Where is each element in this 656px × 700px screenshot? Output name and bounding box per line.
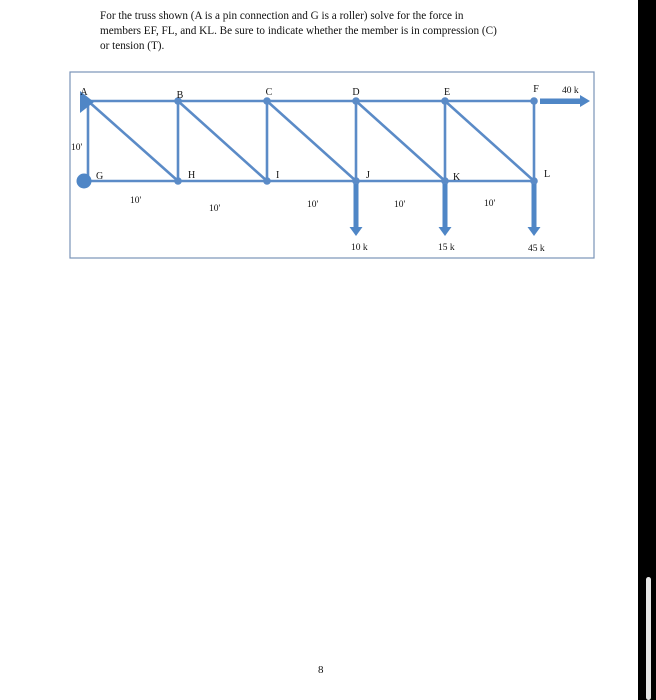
span-label: 10' <box>209 204 221 214</box>
roller-support-icon <box>77 174 92 189</box>
load-label-K: 15 k <box>438 243 455 253</box>
load-label-horizontal: 40 k <box>562 86 579 96</box>
node-label-C: C <box>265 87 273 98</box>
load-arrow-K <box>439 184 452 236</box>
joint-L <box>530 177 538 185</box>
member-BI <box>178 101 267 181</box>
member-EL <box>445 101 534 181</box>
node-label-H: H <box>188 170 196 181</box>
node-label-E: E <box>443 87 451 98</box>
horizontal-load-arrow <box>540 95 590 107</box>
node-label-A: A <box>80 87 88 98</box>
node-label-L: L <box>544 169 551 180</box>
span-label: 10' <box>484 199 496 209</box>
span-label: 10' <box>307 200 319 210</box>
load-arrow-J <box>350 184 363 236</box>
joint-C <box>263 97 271 105</box>
load-arrow-L <box>528 184 541 236</box>
load-label-J: 10 k <box>351 243 368 253</box>
joint-I <box>263 177 271 185</box>
span-label: 10' <box>130 196 142 206</box>
truss-members <box>88 101 534 181</box>
joint-E <box>441 97 449 105</box>
joint-K <box>441 177 449 185</box>
joint-D <box>352 97 360 105</box>
top-node-labels <box>80 84 539 101</box>
node-label-J: J <box>366 170 370 181</box>
member-CJ <box>267 101 356 181</box>
joint-J <box>352 177 360 185</box>
page-number: 8 <box>318 664 324 676</box>
problem-line: or tension (T). <box>100 40 165 52</box>
joint-F <box>530 97 538 105</box>
span-label: 10' <box>394 200 406 210</box>
member-AH <box>88 101 178 181</box>
problem-line: For the truss shown (A is a pin connection and G is a roller) solve for the force in <box>100 10 464 22</box>
node-label-I: I <box>276 170 280 181</box>
joint-H <box>174 177 182 185</box>
node-label-F: F <box>533 84 539 95</box>
node-label-K: K <box>453 172 461 183</box>
member-DK <box>356 101 445 181</box>
node-label-B: B <box>176 90 184 101</box>
height-label: 10' <box>71 143 83 153</box>
problem-line: members EF, FL, and KL. Be sure to indicate whether the member is in compression (C) <box>100 25 497 37</box>
vertical-load-arrows <box>350 184 541 236</box>
load-label-L: 45 k <box>528 244 545 254</box>
scrollbar[interactable] <box>646 577 651 700</box>
node-label-G: G <box>96 171 104 182</box>
dimension-labels <box>71 143 496 214</box>
node-label-D: D <box>352 87 360 98</box>
